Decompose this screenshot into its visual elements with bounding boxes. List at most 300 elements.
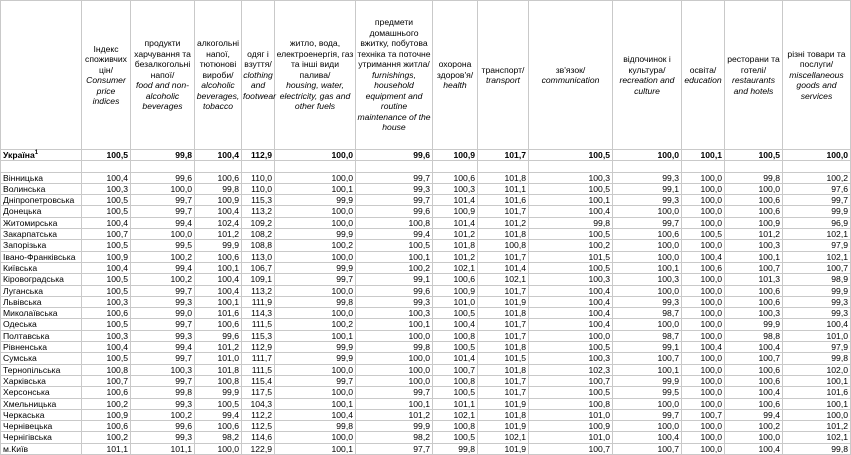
value-cell: 99,3 bbox=[131, 432, 195, 443]
value-cell: 100,6 bbox=[725, 285, 783, 296]
table-row bbox=[1, 443, 851, 454]
value-cell: 100,5 bbox=[82, 240, 131, 251]
value-cell: 99,9 bbox=[725, 319, 783, 330]
value-cell: 100,6 bbox=[195, 172, 242, 183]
value-cell: 100,7 bbox=[529, 443, 613, 454]
region-name: Волинська bbox=[1, 183, 82, 194]
value-cell: 100,4 bbox=[725, 342, 783, 353]
value-cell: 101,9 bbox=[478, 296, 529, 307]
value-cell: 99,3 bbox=[356, 296, 433, 307]
table-row bbox=[1, 421, 851, 432]
value-cell: 99,8 bbox=[195, 183, 242, 194]
value-cell: 101,1 bbox=[131, 443, 195, 454]
value-cell: 99,6 bbox=[131, 421, 195, 432]
value-cell: 100,5 bbox=[433, 342, 478, 353]
value-cell: 100,3 bbox=[529, 353, 613, 364]
value-cell: 100,0 bbox=[275, 206, 356, 217]
value-cell: 100,0 bbox=[613, 398, 682, 409]
value-cell: 100,3 bbox=[82, 296, 131, 307]
value-cell: 99,7 bbox=[131, 206, 195, 217]
value-cell: 100,9 bbox=[529, 421, 613, 432]
header-cell: одяг і взуття/ clothing and footwear bbox=[242, 1, 275, 150]
value-cell: 99,7 bbox=[131, 375, 195, 386]
value-cell: 100,0 bbox=[356, 330, 433, 341]
value-cell: 100,0 bbox=[131, 183, 195, 194]
value-cell: 100,4 bbox=[529, 296, 613, 307]
total-row bbox=[1, 150, 851, 161]
value-cell: 99,3 bbox=[783, 308, 851, 319]
value-cell: 99,7 bbox=[356, 387, 433, 398]
header-cell: предмети домашнього вжитку, побутова техніка та поточне утримання житла/ furnishings, household equipment and routine maintenance of the house bbox=[356, 1, 433, 150]
value-cell: 100,6 bbox=[195, 421, 242, 432]
value-cell: 99,7 bbox=[131, 319, 195, 330]
table-row bbox=[1, 183, 851, 194]
value-cell: 109,1 bbox=[242, 274, 275, 285]
value-cell: 96,9 bbox=[783, 217, 851, 228]
value-cell: 100,6 bbox=[725, 364, 783, 375]
value-cell: 99,9 bbox=[275, 229, 356, 240]
value-cell: 100,0 bbox=[682, 330, 725, 341]
value-cell: 100,2 bbox=[131, 409, 195, 420]
value-cell: 100,6 bbox=[725, 195, 783, 206]
region-name: Харківська bbox=[1, 375, 82, 386]
value-cell: 100,5 bbox=[529, 150, 613, 161]
value-cell: 113,0 bbox=[242, 251, 275, 262]
value-cell: 101,5 bbox=[529, 251, 613, 262]
value-cell: 100,8 bbox=[433, 375, 478, 386]
value-cell: 110,0 bbox=[242, 172, 275, 183]
value-cell: 99,3 bbox=[613, 296, 682, 307]
value-cell: 99,5 bbox=[131, 240, 195, 251]
value-cell: 99,9 bbox=[275, 342, 356, 353]
value-cell: 99,9 bbox=[275, 195, 356, 206]
region-name: Одеська bbox=[1, 319, 82, 330]
value-cell: 99,9 bbox=[275, 353, 356, 364]
value-cell: 100,0 bbox=[275, 308, 356, 319]
value-cell: 101,5 bbox=[478, 353, 529, 364]
value-cell: 100,6 bbox=[725, 398, 783, 409]
value-cell: 99,3 bbox=[356, 183, 433, 194]
value-cell: 100,6 bbox=[725, 296, 783, 307]
value-cell: 100,0 bbox=[682, 443, 725, 454]
table-row bbox=[1, 262, 851, 273]
value-cell: 100,0 bbox=[682, 274, 725, 285]
value-cell: 100,2 bbox=[131, 274, 195, 285]
value-cell: 104,3 bbox=[242, 398, 275, 409]
table-row bbox=[1, 432, 851, 443]
table-row bbox=[1, 353, 851, 364]
header-cell: відпочинок і культура/ recreation and culture bbox=[613, 1, 682, 150]
table-row bbox=[1, 409, 851, 420]
value-cell: 102,1 bbox=[783, 251, 851, 262]
value-cell: 101,0 bbox=[433, 296, 478, 307]
value-cell: 100,0 bbox=[682, 206, 725, 217]
table-row bbox=[1, 195, 851, 206]
value-cell: 98,7 bbox=[613, 308, 682, 319]
value-cell: 122,9 bbox=[242, 443, 275, 454]
value-cell: 100,8 bbox=[356, 217, 433, 228]
value-cell: 100,7 bbox=[82, 229, 131, 240]
value-cell: 99,4 bbox=[131, 217, 195, 228]
value-cell: 100,5 bbox=[529, 183, 613, 194]
value-cell: 100,6 bbox=[82, 308, 131, 319]
value-cell: 101,0 bbox=[195, 353, 242, 364]
value-cell: 100,0 bbox=[682, 387, 725, 398]
region-name: Херсонська bbox=[1, 387, 82, 398]
value-cell: 100,0 bbox=[275, 432, 356, 443]
value-cell: 112,5 bbox=[242, 421, 275, 432]
value-cell: 100,2 bbox=[356, 262, 433, 273]
value-cell: 100,0 bbox=[131, 229, 195, 240]
value-cell: 100,4 bbox=[195, 206, 242, 217]
value-cell: 100,8 bbox=[433, 421, 478, 432]
value-cell: 100,0 bbox=[613, 251, 682, 262]
value-cell: 98,9 bbox=[783, 274, 851, 285]
header-cell: освіта/ education bbox=[682, 1, 725, 150]
value-cell: 100,0 bbox=[275, 364, 356, 375]
value-cell: 100,6 bbox=[82, 421, 131, 432]
value-cell: 100,4 bbox=[195, 285, 242, 296]
value-cell: 99,8 bbox=[783, 353, 851, 364]
region-name: Івано-Франківська bbox=[1, 251, 82, 262]
value-cell: 101,4 bbox=[433, 353, 478, 364]
value-cell: 99,7 bbox=[613, 217, 682, 228]
value-cell: 100,3 bbox=[613, 274, 682, 285]
value-cell: 98,8 bbox=[725, 330, 783, 341]
region-name: Дніпропетровська bbox=[1, 195, 82, 206]
value-cell: 101,7 bbox=[478, 251, 529, 262]
value-cell: 100,0 bbox=[613, 319, 682, 330]
value-cell: 100,9 bbox=[433, 206, 478, 217]
value-cell: 100,5 bbox=[529, 229, 613, 240]
value-cell: 100,8 bbox=[82, 364, 131, 375]
value-cell: 101,7 bbox=[478, 387, 529, 398]
value-cell: 99,7 bbox=[356, 195, 433, 206]
value-cell: 102,1 bbox=[433, 409, 478, 420]
value-cell: 99,9 bbox=[195, 387, 242, 398]
value-cell: 100,6 bbox=[613, 229, 682, 240]
value-cell: 100,4 bbox=[725, 443, 783, 454]
value-cell: 99,7 bbox=[356, 172, 433, 183]
header-cell: продукти харчування та безалкогольні напої/ food and non-alcoholic beverages bbox=[131, 1, 195, 150]
value-cell: 112,2 bbox=[242, 409, 275, 420]
value-cell: 101,2 bbox=[195, 229, 242, 240]
value-cell: 100,4 bbox=[82, 262, 131, 273]
value-cell: 100,0 bbox=[613, 421, 682, 432]
value-cell: 100,0 bbox=[682, 172, 725, 183]
value-cell: 99,8 bbox=[529, 217, 613, 228]
value-cell: 100,0 bbox=[682, 398, 725, 409]
value-cell: 99,7 bbox=[613, 409, 682, 420]
value-cell: 100,1 bbox=[195, 262, 242, 273]
value-cell: 100,5 bbox=[82, 274, 131, 285]
value-cell: 101,3 bbox=[725, 274, 783, 285]
value-cell: 100,7 bbox=[783, 262, 851, 273]
value-cell: 100,5 bbox=[725, 150, 783, 161]
table-row bbox=[1, 308, 851, 319]
value-cell: 99,3 bbox=[783, 296, 851, 307]
value-cell: 100,6 bbox=[433, 172, 478, 183]
value-cell: 100,6 bbox=[682, 262, 725, 273]
table-row bbox=[1, 342, 851, 353]
value-cell: 99,4 bbox=[131, 262, 195, 273]
value-cell: 97,9 bbox=[783, 240, 851, 251]
value-cell: 100,0 bbox=[682, 319, 725, 330]
value-cell: 100,7 bbox=[529, 375, 613, 386]
value-cell: 100,1 bbox=[725, 251, 783, 262]
value-cell: 108,2 bbox=[242, 229, 275, 240]
region-name: Миколаївська bbox=[1, 308, 82, 319]
table-row bbox=[1, 364, 851, 375]
value-cell: 101,1 bbox=[433, 398, 478, 409]
value-cell: 100,1 bbox=[682, 150, 725, 161]
value-cell: 102,1 bbox=[478, 432, 529, 443]
value-cell: 100,0 bbox=[783, 150, 851, 161]
value-cell: 99,1 bbox=[356, 274, 433, 285]
value-cell: 101,7 bbox=[478, 375, 529, 386]
value-cell: 100,4 bbox=[82, 342, 131, 353]
value-cell: 100,5 bbox=[433, 308, 478, 319]
value-cell: 101,0 bbox=[529, 409, 613, 420]
value-cell: 99,6 bbox=[356, 206, 433, 217]
value-cell: 101,8 bbox=[478, 308, 529, 319]
value-cell: 100,1 bbox=[783, 398, 851, 409]
value-cell: 99,3 bbox=[613, 172, 682, 183]
value-cell: 101,7 bbox=[478, 319, 529, 330]
value-cell: 100,0 bbox=[682, 308, 725, 319]
value-cell: 102,1 bbox=[478, 274, 529, 285]
region-name: Сумська bbox=[1, 353, 82, 364]
region-name: Луганська bbox=[1, 285, 82, 296]
value-cell: 99,4 bbox=[356, 229, 433, 240]
region-name: Запорізька bbox=[1, 240, 82, 251]
header-cell: різні товари та послуги/ miscellaneous goods and services bbox=[783, 1, 851, 150]
value-cell: 100,0 bbox=[275, 251, 356, 262]
value-cell: 100,4 bbox=[195, 274, 242, 285]
value-cell: 110,0 bbox=[242, 183, 275, 194]
value-cell: 99,7 bbox=[131, 353, 195, 364]
value-cell: 100,7 bbox=[82, 375, 131, 386]
value-cell: 100,4 bbox=[529, 308, 613, 319]
value-cell: 101,2 bbox=[478, 217, 529, 228]
value-cell: 100,1 bbox=[356, 398, 433, 409]
value-cell: 100,7 bbox=[682, 409, 725, 420]
value-cell: 100,3 bbox=[433, 183, 478, 194]
value-cell: 100,1 bbox=[275, 398, 356, 409]
table-row bbox=[1, 217, 851, 228]
value-cell: 101,2 bbox=[725, 229, 783, 240]
value-cell: 101,8 bbox=[478, 172, 529, 183]
value-cell: 100,8 bbox=[433, 330, 478, 341]
value-cell: 98,2 bbox=[356, 432, 433, 443]
value-cell: 100,5 bbox=[356, 240, 433, 251]
header-cell: Індекс споживчих цін/ Consumer price indices bbox=[82, 1, 131, 150]
value-cell: 112,9 bbox=[242, 342, 275, 353]
value-cell: 101,9 bbox=[478, 443, 529, 454]
value-cell: 115,3 bbox=[242, 195, 275, 206]
value-cell: 111,5 bbox=[242, 364, 275, 375]
value-cell: 99,7 bbox=[131, 195, 195, 206]
value-cell: 100,0 bbox=[682, 217, 725, 228]
value-cell: 100,1 bbox=[613, 262, 682, 273]
value-cell: 100,0 bbox=[356, 353, 433, 364]
region-name: Донецька bbox=[1, 206, 82, 217]
value-cell: 100,2 bbox=[82, 432, 131, 443]
value-cell: 101,7 bbox=[478, 330, 529, 341]
region-name: Рівненська bbox=[1, 342, 82, 353]
value-cell: 114,6 bbox=[242, 432, 275, 443]
value-cell: 100,0 bbox=[275, 285, 356, 296]
value-cell: 100,0 bbox=[275, 217, 356, 228]
value-cell: 100,4 bbox=[275, 409, 356, 420]
value-cell: 100,0 bbox=[682, 240, 725, 251]
value-cell: 100,0 bbox=[613, 206, 682, 217]
value-cell: 100,3 bbox=[356, 308, 433, 319]
value-cell: 101,8 bbox=[433, 240, 478, 251]
value-cell: 117,5 bbox=[242, 387, 275, 398]
value-cell: 100,5 bbox=[529, 387, 613, 398]
value-cell: 100,7 bbox=[725, 262, 783, 273]
value-cell: 99,9 bbox=[613, 375, 682, 386]
table-row bbox=[1, 330, 851, 341]
value-cell: 100,0 bbox=[725, 432, 783, 443]
value-cell: 100,6 bbox=[433, 274, 478, 285]
value-cell: 99,8 bbox=[725, 172, 783, 183]
header-cell: охорона здоров'я/ health bbox=[433, 1, 478, 150]
value-cell: 100,2 bbox=[275, 319, 356, 330]
value-cell: 100,1 bbox=[275, 183, 356, 194]
region-name: Львівська bbox=[1, 296, 82, 307]
value-cell: 100,0 bbox=[682, 195, 725, 206]
value-cell: 100,4 bbox=[529, 285, 613, 296]
value-cell: 100,0 bbox=[529, 330, 613, 341]
value-cell: 111,9 bbox=[242, 296, 275, 307]
value-cell: 100,9 bbox=[725, 217, 783, 228]
value-cell: 100,3 bbox=[725, 308, 783, 319]
value-cell: 100,5 bbox=[433, 387, 478, 398]
value-cell: 102,0 bbox=[783, 364, 851, 375]
region-name: Полтавська bbox=[1, 330, 82, 341]
table-row bbox=[1, 274, 851, 285]
table-row bbox=[1, 240, 851, 251]
value-cell: 99,6 bbox=[356, 150, 433, 161]
value-cell: 99,5 bbox=[613, 387, 682, 398]
value-cell: 100,2 bbox=[725, 421, 783, 432]
value-cell: 100,2 bbox=[529, 240, 613, 251]
value-cell: 101,6 bbox=[478, 195, 529, 206]
value-cell: 97,6 bbox=[783, 183, 851, 194]
value-cell: 99,4 bbox=[195, 409, 242, 420]
value-cell: 100,6 bbox=[195, 251, 242, 262]
value-cell: 101,2 bbox=[783, 421, 851, 432]
value-cell: 100,0 bbox=[613, 240, 682, 251]
region-name: Хмельницька bbox=[1, 398, 82, 409]
value-cell: 99,4 bbox=[131, 342, 195, 353]
value-cell: 100,0 bbox=[275, 172, 356, 183]
value-cell: 97,9 bbox=[783, 342, 851, 353]
value-cell: 100,5 bbox=[82, 353, 131, 364]
value-cell: 100,5 bbox=[82, 285, 131, 296]
value-cell: 101,2 bbox=[433, 229, 478, 240]
value-cell: 99,7 bbox=[131, 285, 195, 296]
value-cell: 100,4 bbox=[613, 432, 682, 443]
value-cell: 100,6 bbox=[82, 387, 131, 398]
value-cell: 101,2 bbox=[195, 342, 242, 353]
region-name: Чернігівська bbox=[1, 432, 82, 443]
value-cell: 100,5 bbox=[82, 150, 131, 161]
region-name: Київська bbox=[1, 262, 82, 273]
value-cell: 99,3 bbox=[131, 296, 195, 307]
value-cell: 98,7 bbox=[613, 330, 682, 341]
value-cell: 99,6 bbox=[195, 330, 242, 341]
region-name: м.Київ bbox=[1, 443, 82, 454]
value-cell: 114,3 bbox=[242, 308, 275, 319]
region-name: Житомирська bbox=[1, 217, 82, 228]
value-cell: 100,5 bbox=[529, 262, 613, 273]
value-cell: 101,7 bbox=[478, 285, 529, 296]
value-cell: 98,2 bbox=[195, 432, 242, 443]
header-cell bbox=[1, 1, 82, 150]
value-cell: 101,8 bbox=[478, 364, 529, 375]
value-cell: 108,8 bbox=[242, 240, 275, 251]
value-cell: 100,8 bbox=[529, 398, 613, 409]
value-cell: 115,4 bbox=[242, 375, 275, 386]
value-cell: 106,7 bbox=[242, 262, 275, 273]
region-name: Черкаська bbox=[1, 409, 82, 420]
value-cell: 100,2 bbox=[783, 172, 851, 183]
value-cell: 100,8 bbox=[195, 375, 242, 386]
value-cell: 100,4 bbox=[725, 387, 783, 398]
value-cell: 109,2 bbox=[242, 217, 275, 228]
value-cell: 99,6 bbox=[131, 172, 195, 183]
value-cell: 101,1 bbox=[478, 183, 529, 194]
table-row bbox=[1, 398, 851, 409]
value-cell: 102,1 bbox=[433, 262, 478, 273]
value-cell: 100,9 bbox=[433, 150, 478, 161]
value-cell: 100,5 bbox=[529, 342, 613, 353]
region-name: Тернопільська bbox=[1, 364, 82, 375]
value-cell: 99,1 bbox=[613, 183, 682, 194]
value-cell: 100,5 bbox=[82, 206, 131, 217]
region-name: Кіровоградська bbox=[1, 274, 82, 285]
value-cell: 100,2 bbox=[82, 398, 131, 409]
value-cell: 99,3 bbox=[131, 398, 195, 409]
table-row bbox=[1, 375, 851, 386]
value-cell: 101,2 bbox=[433, 251, 478, 262]
header-cell: житло, вода, електроенергія, газ та інші види палива/ housing, water, electricity, gas and other fuels bbox=[275, 1, 356, 150]
value-cell: 100,9 bbox=[82, 409, 131, 420]
value-cell: 101,8 bbox=[195, 364, 242, 375]
value-cell: 100,3 bbox=[82, 183, 131, 194]
value-cell: 100,5 bbox=[82, 319, 131, 330]
value-cell: 111,7 bbox=[242, 353, 275, 364]
header-cell: алкогольні напої, тютюнові вироби/ alcoholic beverages, tobacco bbox=[195, 1, 242, 150]
table-row bbox=[1, 296, 851, 307]
value-cell: 100,0 bbox=[275, 150, 356, 161]
value-cell: 101,8 bbox=[478, 229, 529, 240]
spacer-row bbox=[1, 161, 851, 172]
value-cell: 99,8 bbox=[356, 342, 433, 353]
value-cell: 101,1 bbox=[82, 443, 131, 454]
value-cell: 100,9 bbox=[195, 195, 242, 206]
value-cell: 99,9 bbox=[356, 421, 433, 432]
value-cell: 99,7 bbox=[275, 375, 356, 386]
table-row bbox=[1, 229, 851, 240]
value-cell: 101,4 bbox=[433, 195, 478, 206]
value-cell: 100,4 bbox=[529, 319, 613, 330]
value-cell: 100,1 bbox=[356, 251, 433, 262]
value-cell: 112,9 bbox=[242, 150, 275, 161]
